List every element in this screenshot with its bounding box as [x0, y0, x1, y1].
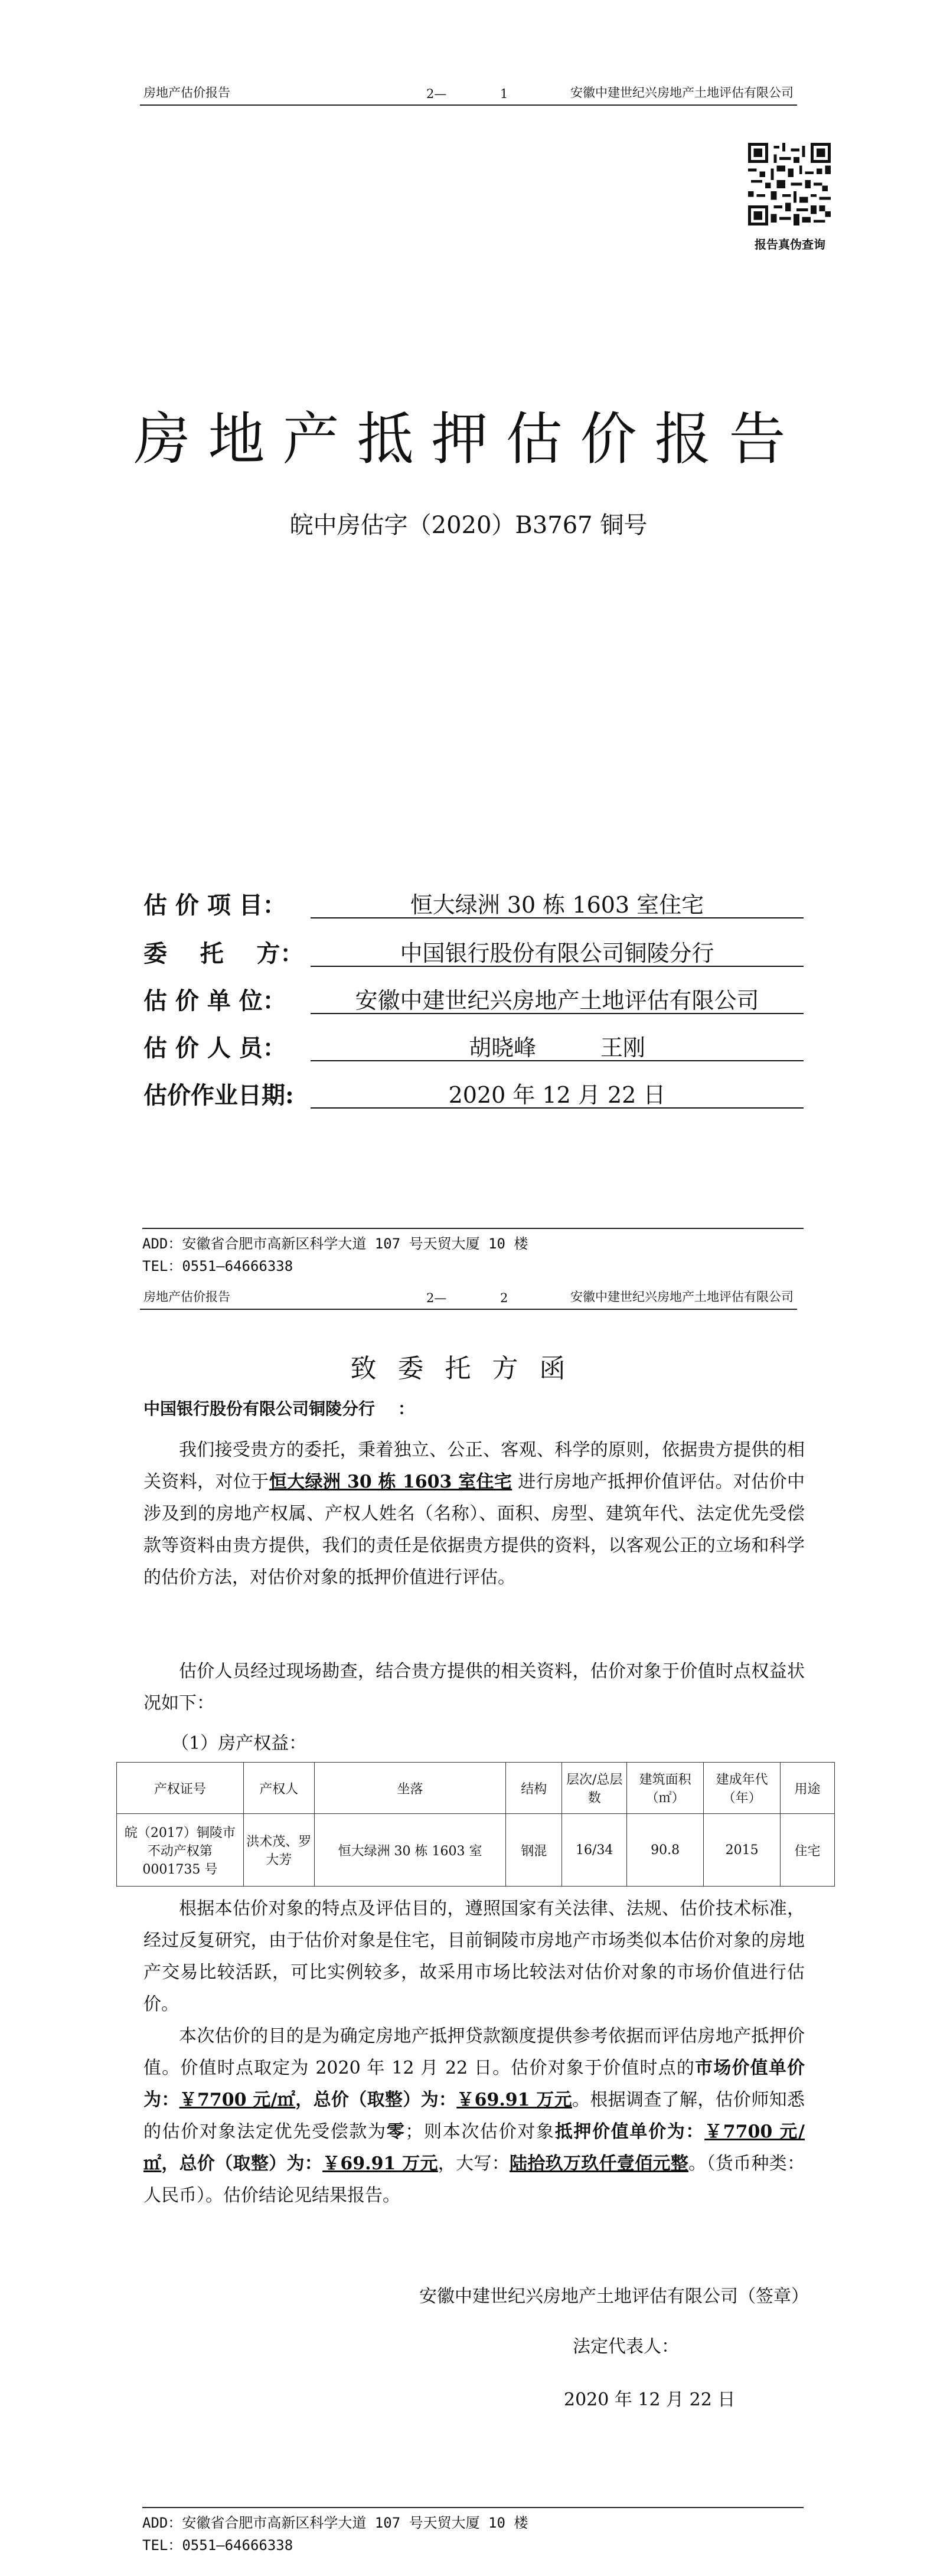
- info-value: 胡晓峰 王刚: [311, 1029, 804, 1061]
- table-header-cell: 结构: [506, 1763, 562, 1814]
- info-value: 安徽中建世纪兴房地产土地评估有限公司: [311, 982, 804, 1014]
- letter-to-client-page: [0, 1290, 937, 2576]
- table-cell: 2015: [704, 1814, 781, 1887]
- market-unit-price: ￥7700 元/㎡: [179, 2090, 296, 2110]
- header-left: 房地产估价报告: [143, 86, 230, 100]
- letter-recipient: 中国银行股份有限公司铜陵分行 ：: [143, 1399, 414, 1418]
- para-text: 我们接受贵方的委托，秉着独立、公正、客观、科学的原则，依据贵方提供的相关资料，对位于: [143, 1440, 805, 1492]
- table-header-cell: 坐落: [314, 1763, 506, 1814]
- market-total-label: ，总价（取整）为：: [295, 2090, 457, 2110]
- qr-code: [748, 143, 831, 225]
- page-footer: [142, 1228, 804, 1277]
- header-page-prefix: 2—: [426, 1291, 447, 1305]
- para-text: 。根据调查了解，估价师知悉的估价对象法定优先受偿款为: [143, 2090, 805, 2142]
- info-value: 恒大绿洲 30 栋 1603 室住宅: [311, 887, 804, 918]
- mortgage-total-label: ，总价（取整）为：: [161, 2153, 323, 2174]
- info-label: 估 价 人 员：: [143, 1034, 286, 1062]
- header-right: 安徽中建世纪兴房地产土地评估有限公司: [570, 86, 794, 100]
- table-cell: 住宅: [781, 1814, 835, 1887]
- page-footer: [142, 2507, 804, 2557]
- header-left: 房地产估价报告: [143, 1290, 230, 1304]
- market-total-price: ￥69.91 万元: [456, 2090, 572, 2110]
- footer-address: ADD：安徽省合肥市高新区科学大道 107 号天贸大厦 10 楼: [142, 1235, 528, 1252]
- table-cell: 16/34: [562, 1814, 627, 1887]
- header-page-number: 1: [500, 87, 508, 101]
- amount-in-words: 陆拾玖万玖仟壹佰元整: [510, 2153, 689, 2174]
- page-header: [140, 1290, 797, 1310]
- header-page-prefix: 2—: [426, 87, 447, 101]
- table-cell: 皖（2017）铜陵市不动产权第0001735 号: [117, 1814, 244, 1887]
- property-rights-table: [116, 1762, 835, 1887]
- info-label: 估价作业日期:: [143, 1081, 294, 1109]
- header-page-number: 2: [500, 1291, 508, 1305]
- rights-subheading: （1）房产权益：: [171, 1733, 307, 1754]
- table-header-cell: 层次/总层数: [562, 1763, 627, 1814]
- info-value: 2020 年 12 月 22 日: [311, 1077, 804, 1109]
- info-label: 委 托 方：: [143, 940, 304, 967]
- table-cell: 恒大绿洲 30 栋 1603 室: [314, 1814, 506, 1887]
- para-text: ；则本次估价对象: [405, 2121, 555, 2142]
- paragraph-method: 根据本估价对象的特点及评估目的，遵照国家有关法律、法规、估价技术标准，经过反复研究，由于估价对象是住宅，目前铜陵市房地产市场类似本估价对象的房地产交易比较活跃，可比实例较多，故采用市场比较法对估价对象的市场价值进行估价。: [143, 1898, 805, 2015]
- page-header: [140, 86, 797, 106]
- signature-date: 2020 年 12 月 22 日: [564, 2389, 736, 2410]
- table-header-cell: 产权证号: [117, 1763, 244, 1814]
- para-text: 。（货币种类：人民币）。估价结论见结果报告。: [143, 2153, 805, 2206]
- table-header-cell: 建筑面积（㎡）: [627, 1763, 704, 1814]
- signature-legal-rep: 法定代表人：: [573, 2336, 679, 2357]
- mortgage-unit-label: 抵押价值单价为：: [554, 2121, 705, 2142]
- para-text: 进行房地产抵押价值评估。对估价中涉及到的房地产权属、产权人姓名（名称）、面积、房型、建筑年代、法定优先受偿款等资料由贵方提供，我们的责任是依据贵方提供的资料，以客观公正的立场和科学的估价方法，对估价对象的抵押价值进行评估。: [143, 1472, 805, 1588]
- paragraph-engagement: [143, 1434, 805, 1594]
- info-value: 中国银行股份有限公司铜陵分行: [311, 935, 804, 967]
- report-number: 皖中房估字（2020）B3767 铜号: [289, 512, 648, 539]
- signature-company: 安徽中建世纪兴房地产土地评估有限公司（签章）: [419, 2286, 809, 2307]
- table-header-row: [117, 1763, 835, 1814]
- mortgage-unit-price: ￥7700 元/㎡: [143, 2121, 805, 2174]
- para-text: 本次估价的目的是为确定房地产抵押贷款额度提供参考依据而评估房地产抵押价值。价值时点取定为 2020 年 12 月 22 日。估价对象于价值时点的: [143, 2026, 805, 2078]
- footer-tel: TEL：0551—64666338: [142, 1258, 293, 1274]
- table-header-cell: 用途: [781, 1763, 835, 1814]
- footer-tel: TEL：0551—64666338: [142, 2537, 293, 2554]
- table-row: [117, 1814, 835, 1887]
- paragraph-inspection: 估价人员经过现场勘查，结合贵方提供的相关资料，估价对象于价值时点权益状况如下：: [143, 1661, 805, 1714]
- paragraph-conclusion: [143, 2021, 805, 2212]
- footer-address: ADD：安徽省合肥市高新区科学大道 107 号天贸大厦 10 楼: [142, 2515, 528, 2531]
- priority-claim-value: 零: [386, 2121, 406, 2142]
- info-label: 估 价 项 目：: [143, 891, 286, 919]
- table-cell: 90.8: [627, 1814, 704, 1887]
- mortgage-total-price: ￥69.91 万元: [322, 2153, 438, 2174]
- property-address: 恒大绿洲 30 栋 1603 室住宅: [269, 1472, 512, 1492]
- table-cell: 钢混: [506, 1814, 562, 1887]
- info-label: 估 价 单 位：: [143, 987, 286, 1015]
- table-cell: 洪术茂、罗大芳: [243, 1814, 314, 1887]
- para-text: ，大写：: [438, 2153, 510, 2174]
- letter-title: 致委托方函: [350, 1354, 587, 1384]
- report-title: 房地产抵押估价报告: [133, 406, 804, 472]
- table-header-cell: 产权人: [243, 1763, 314, 1814]
- market-unit-label: 市场价值单价为：: [143, 2058, 805, 2110]
- table-header-cell: 建成年代（年）: [704, 1763, 781, 1814]
- header-right: 安徽中建世纪兴房地产土地评估有限公司: [570, 1290, 794, 1304]
- qr-verify-label: 报告真伪查询: [755, 237, 825, 251]
